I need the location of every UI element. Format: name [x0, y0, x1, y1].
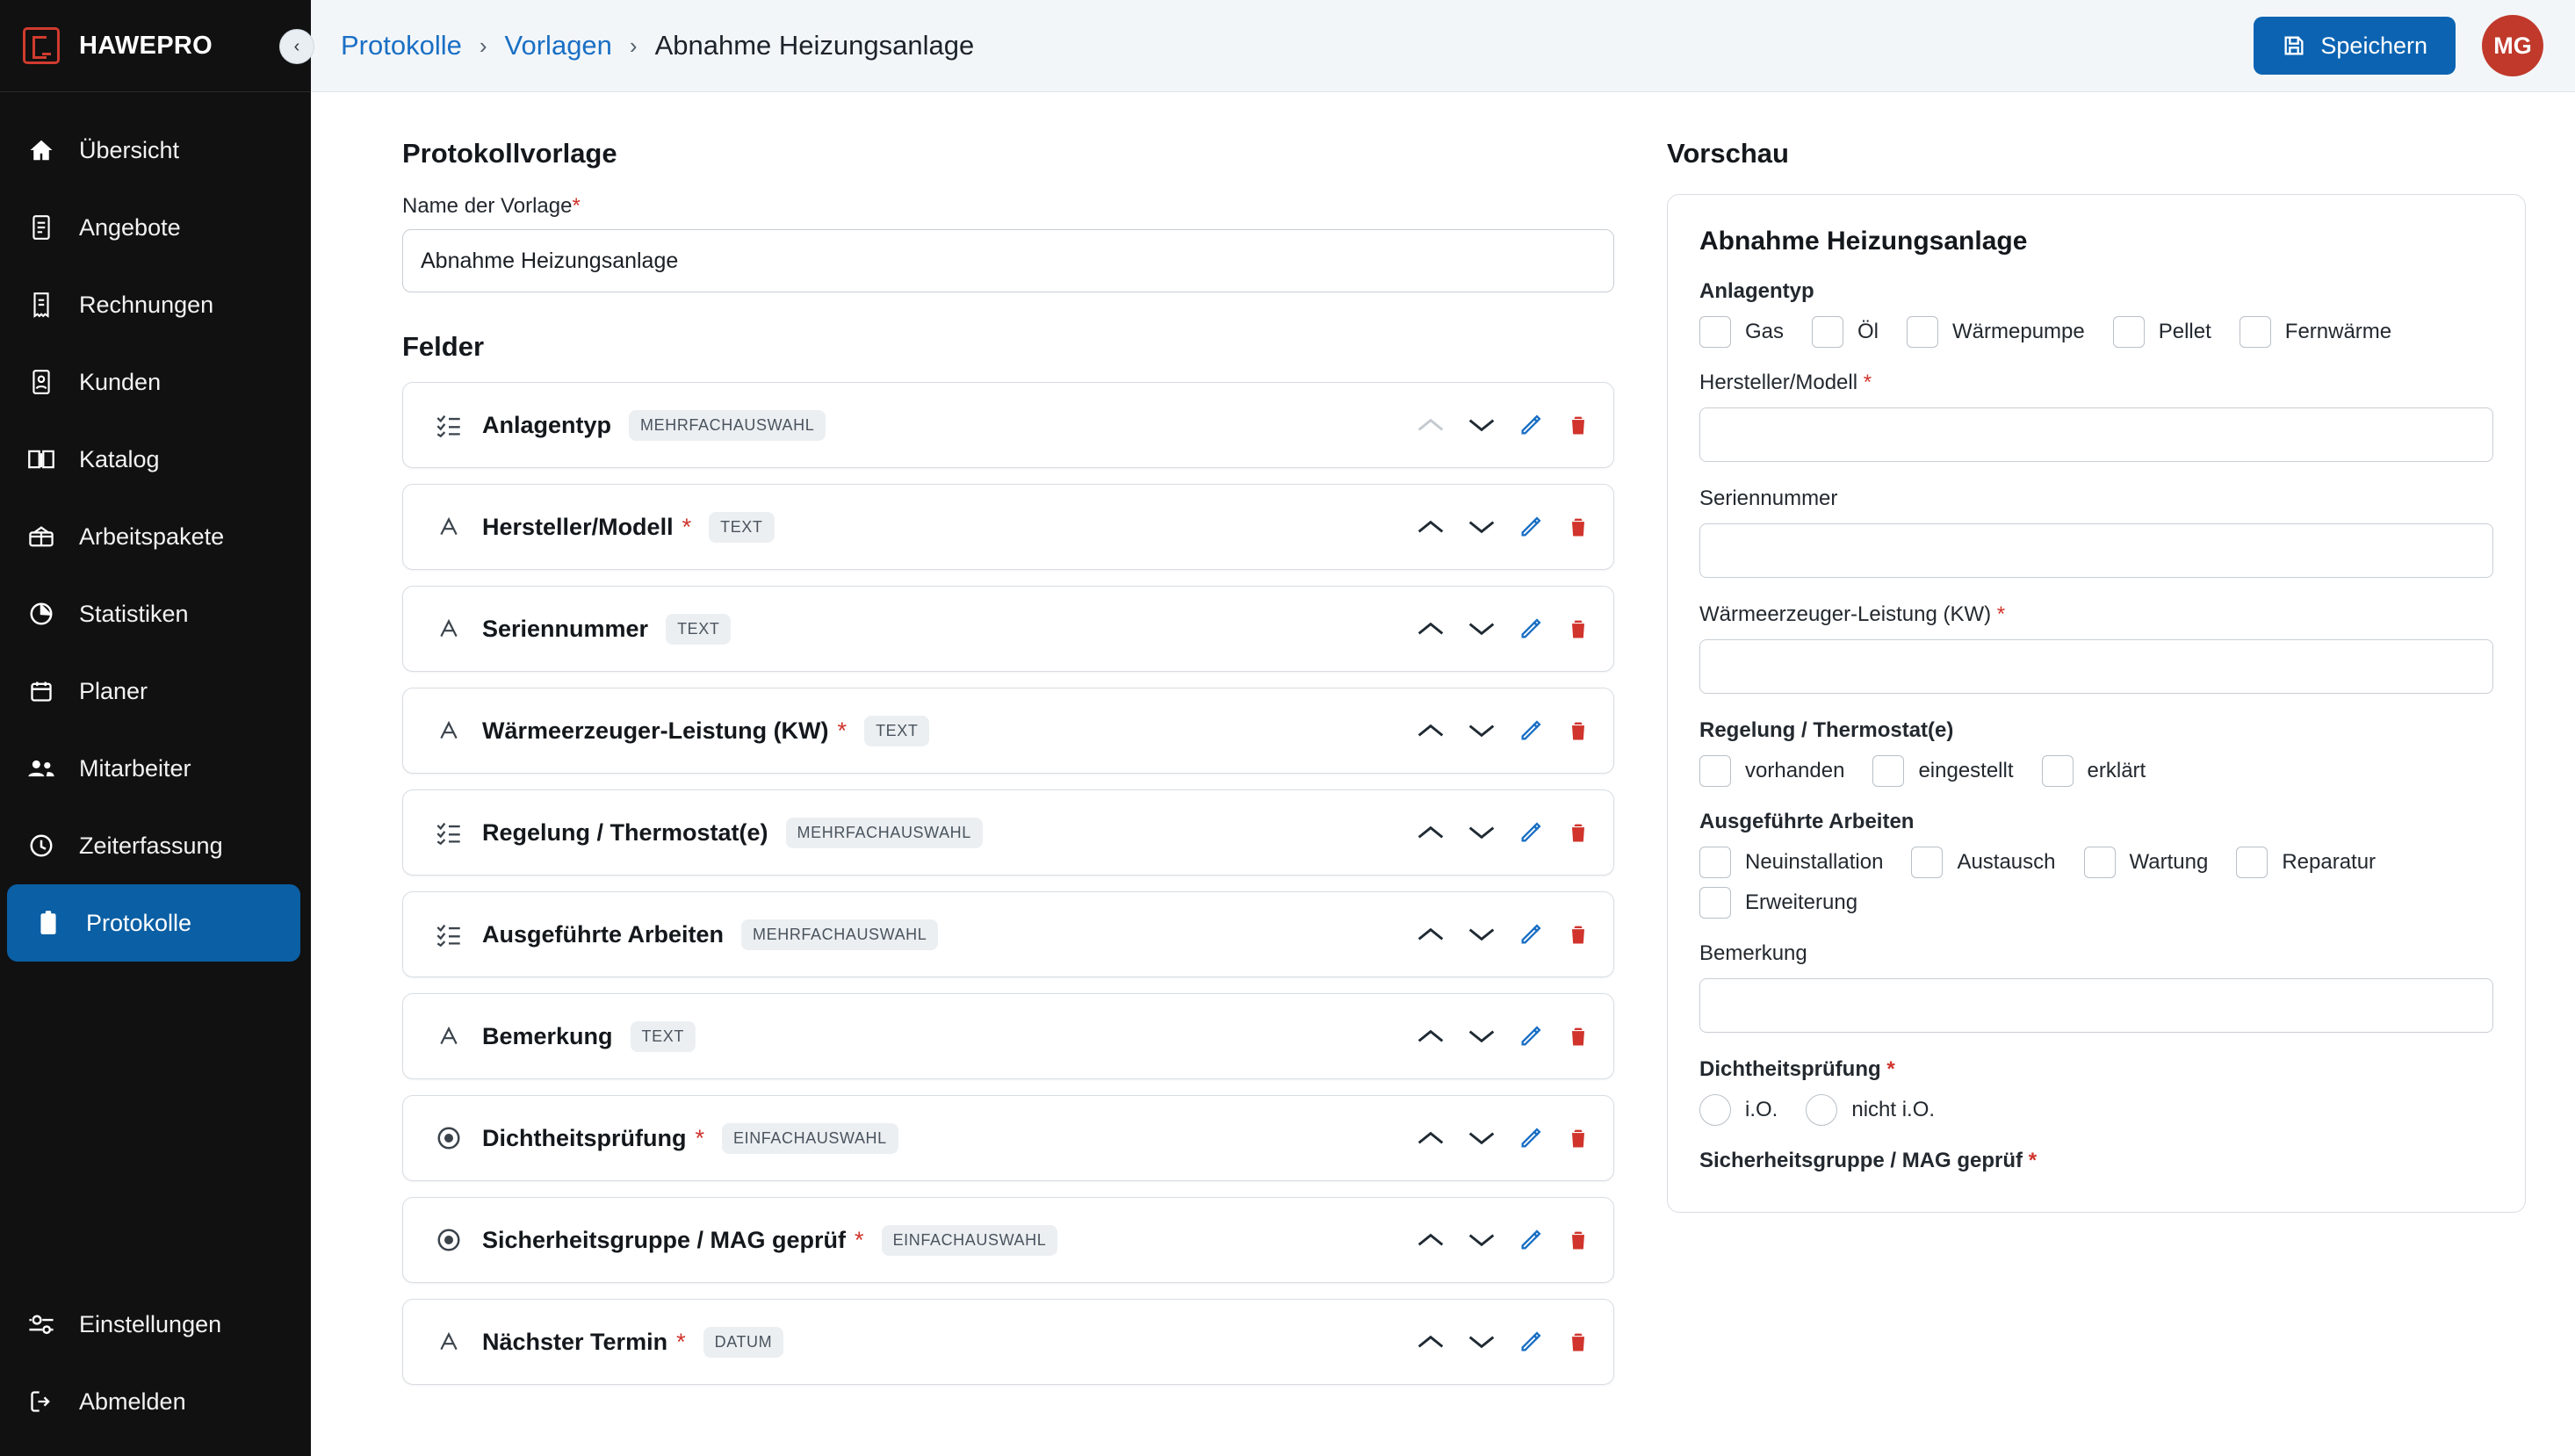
- receipt-icon: [26, 292, 56, 318]
- sidebar-item-protokolle[interactable]: [7, 884, 300, 962]
- sidebar: [0, 0, 311, 1456]
- preview-option[interactable]: [1806, 1094, 1935, 1126]
- field-type-badge: TEXT: [864, 716, 929, 746]
- move-up-button[interactable]: [1417, 416, 1445, 434]
- trash-icon[interactable]: [1566, 515, 1590, 539]
- breadcrumb-item-current: Abnahme Heizungsanlage: [654, 30, 975, 61]
- trash-icon[interactable]: [1566, 413, 1590, 437]
- option-label: nicht i.O.: [1851, 1098, 1936, 1121]
- preview-card: [1667, 194, 2526, 1213]
- pencil-icon[interactable]: [1518, 1024, 1543, 1049]
- required-marker: *: [1996, 602, 2006, 626]
- option-label: Öl: [1857, 320, 1879, 343]
- checkbox-icon[interactable]: [2113, 316, 2145, 348]
- topbar-actions: [2254, 15, 2543, 76]
- move-down-button[interactable]: [1468, 416, 1496, 434]
- preview-label-hersteller: [1699, 371, 2493, 395]
- label-text: Hersteller/Modell: [1699, 371, 1858, 394]
- preview-input-leistung[interactable]: [1699, 639, 2493, 694]
- option-label: Wartung: [2129, 850, 2209, 874]
- table-row[interactable]: [402, 1299, 1614, 1385]
- sidebar-item-label: Einstellungen: [79, 1310, 222, 1337]
- template-name-label: [402, 194, 1614, 219]
- people-icon: [26, 756, 56, 781]
- sidebar-item-katalog[interactable]: [0, 421, 311, 498]
- required-marker: *: [676, 1328, 686, 1355]
- field-name: Bemerkung: [482, 1022, 613, 1049]
- label-text: Wärmeerzeuger-Leistung (KW): [1699, 602, 1992, 626]
- radio-icon[interactable]: [1806, 1094, 1837, 1126]
- field-name: Anlagentyp: [482, 411, 612, 438]
- sidebar-item-planer[interactable]: [0, 652, 311, 730]
- row-actions: [1417, 922, 1590, 947]
- trash-icon[interactable]: [1566, 718, 1590, 743]
- sidebar-item-label: Arbeitspakete: [79, 523, 225, 550]
- preview-card-title: Abnahme Heizungsanlage: [1699, 227, 2028, 256]
- move-up-button[interactable]: [1417, 1333, 1445, 1351]
- preview-label-bemerkung: Bemerkung: [1699, 941, 1807, 965]
- checkbox-icon[interactable]: [1699, 755, 1731, 787]
- checkbox-icon[interactable]: [1699, 887, 1731, 919]
- move-up-button[interactable]: [1417, 824, 1445, 841]
- field-type-badge: TEXT: [666, 614, 731, 645]
- sidebar-item-arbeitspakete[interactable]: [0, 498, 311, 575]
- breadcrumb-item-vorlagen[interactable]: Vorlagen: [504, 30, 612, 61]
- trash-icon[interactable]: [1566, 922, 1590, 947]
- required-marker: *: [837, 717, 848, 744]
- checkbox-icon[interactable]: [1699, 316, 1731, 348]
- checkbox-icon[interactable]: [1911, 847, 1943, 878]
- sidebar-item-label: Angebote: [79, 213, 181, 241]
- template-name-label-text: Name der Vorlage: [402, 194, 573, 218]
- option-label: eingestellt: [1918, 759, 2014, 782]
- move-down-button[interactable]: [1468, 824, 1496, 841]
- breadcrumb-item-protokolle[interactable]: Protokolle: [341, 30, 462, 61]
- preview-label-dichtheit: [1699, 1057, 2493, 1082]
- move-down-button[interactable]: [1468, 1333, 1496, 1351]
- checkbox-icon[interactable]: [2236, 847, 2268, 878]
- row-actions: [1417, 718, 1590, 743]
- field-type-badge: MEHRFACHAUSWAHL: [786, 818, 983, 848]
- sidebar-item-rechnungen[interactable]: [0, 266, 311, 343]
- sidebar-nav: [0, 112, 311, 1286]
- sidebar-item-label: Katalog: [79, 445, 160, 472]
- option-label: Pellet: [2158, 320, 2211, 343]
- checkbox-icon[interactable]: [2240, 316, 2271, 348]
- preview-title: Vorschau: [1667, 138, 1789, 169]
- trash-icon[interactable]: [1566, 1024, 1590, 1049]
- required-marker: *: [695, 1124, 704, 1151]
- brand-name: HAWEPRO: [79, 31, 213, 60]
- preview-input-hersteller[interactable]: [1699, 407, 2493, 462]
- checkbox-icon[interactable]: [1872, 755, 1904, 787]
- preview-label-anlagentyp: Anlagentyp: [1699, 279, 1814, 303]
- field-name: Regelung / Thermostat(e): [482, 818, 768, 846]
- text-field-icon: [431, 1025, 466, 1048]
- single-select-icon: [431, 1125, 466, 1151]
- option-label: Fernwärme: [2284, 320, 2392, 343]
- move-down-button[interactable]: [1468, 1231, 1496, 1249]
- table-row[interactable]: [402, 1197, 1614, 1283]
- move-up-button[interactable]: [1417, 1231, 1445, 1249]
- template-editor: [402, 138, 1614, 1456]
- pencil-icon[interactable]: [1518, 718, 1543, 743]
- preview-option[interactable]: [1911, 847, 2055, 878]
- pencil-icon[interactable]: [1518, 1228, 1543, 1252]
- pencil-icon[interactable]: [1518, 413, 1543, 437]
- preview-option[interactable]: [2240, 316, 2391, 348]
- checkbox-icon[interactable]: [1699, 847, 1731, 878]
- preview-checkbox-group-anlagentyp: [1699, 316, 2493, 348]
- multi-select-icon: [431, 922, 466, 947]
- table-row[interactable]: [402, 993, 1614, 1079]
- required-marker: *: [572, 194, 581, 218]
- content: [311, 92, 2575, 1456]
- trash-icon[interactable]: [1566, 1228, 1590, 1252]
- breadcrumb-separator-icon: ›: [629, 32, 638, 59]
- sidebar-item-angebote[interactable]: [0, 189, 311, 266]
- pencil-icon[interactable]: [1518, 1126, 1543, 1150]
- field-type-badge: EINFACHAUSWAHL: [722, 1123, 898, 1154]
- move-up-button[interactable]: [1417, 926, 1445, 943]
- text-field-icon: [431, 617, 466, 640]
- trash-icon[interactable]: [1566, 1330, 1590, 1354]
- required-marker: *: [2028, 1149, 2038, 1172]
- text-field-icon: [431, 719, 466, 742]
- required-marker: *: [855, 1226, 864, 1253]
- preview-option[interactable]: [2084, 847, 2209, 878]
- save-button[interactable]: [2254, 17, 2456, 75]
- table-row[interactable]: [402, 484, 1614, 570]
- row-actions: [1417, 820, 1590, 845]
- sidebar-item-kunden[interactable]: [0, 343, 311, 421]
- preview-label-arbeiten: Ausgeführte Arbeiten: [1699, 810, 1915, 833]
- move-up-button[interactable]: [1417, 722, 1445, 739]
- preview-option[interactable]: [2042, 755, 2146, 787]
- option-label: vorhanden: [1745, 759, 1845, 782]
- trash-icon[interactable]: [1566, 616, 1590, 641]
- field-name: Wärmeerzeuger-Leistung (KW): [482, 717, 829, 744]
- row-actions: [1417, 413, 1590, 437]
- template-name-input[interactable]: [402, 229, 1614, 292]
- preview-input-bemerkung[interactable]: [1699, 978, 2493, 1033]
- preview-option[interactable]: [1812, 316, 1879, 348]
- option-label: Austausch: [1957, 850, 2056, 874]
- pencil-icon[interactable]: [1518, 922, 1543, 947]
- topbar: [311, 0, 2575, 92]
- field-type-badge: TEXT: [631, 1021, 696, 1052]
- row-actions: [1417, 1330, 1590, 1354]
- brand: [0, 0, 311, 92]
- move-down-button[interactable]: [1468, 1027, 1496, 1045]
- table-row[interactable]: [402, 1095, 1614, 1181]
- option-label: Gas: [1745, 320, 1785, 343]
- table-row[interactable]: [402, 891, 1614, 977]
- pencil-icon[interactable]: [1518, 616, 1543, 641]
- table-row[interactable]: [402, 586, 1614, 672]
- sidebar-item-label: Mitarbeiter: [79, 754, 191, 782]
- sidebar-item-label: Kunden: [79, 368, 162, 395]
- sidebar-item-label: Protokolle: [86, 909, 192, 936]
- sidebar-item-uebersicht[interactable]: [0, 112, 311, 189]
- table-row[interactable]: [402, 382, 1614, 468]
- multi-select-icon: [431, 820, 466, 845]
- table-row[interactable]: [402, 688, 1614, 774]
- text-field-icon: [431, 515, 466, 538]
- pencil-icon[interactable]: [1518, 515, 1543, 539]
- text-field-icon: [431, 1330, 466, 1353]
- trash-icon[interactable]: [1566, 1126, 1590, 1150]
- required-marker: *: [1886, 1057, 1895, 1081]
- preview-option[interactable]: [1699, 1094, 1778, 1126]
- home-icon: [26, 137, 56, 163]
- field-type-badge: MEHRFACHAUSWAHL: [629, 410, 826, 441]
- preview-label-leistung: [1699, 602, 2493, 627]
- move-up-button[interactable]: [1417, 620, 1445, 638]
- preview-option[interactable]: [1699, 755, 1844, 787]
- save-disk-icon: [2282, 33, 2306, 58]
- preview-checkbox-group-regelung: [1699, 755, 2493, 787]
- move-up-button[interactable]: [1417, 1129, 1445, 1147]
- checkbox-icon[interactable]: [2042, 755, 2074, 787]
- move-down-button[interactable]: [1468, 620, 1496, 638]
- field-list: [402, 382, 1614, 1385]
- preview-option[interactable]: [1907, 316, 2085, 348]
- chevron-left-icon: ‹: [293, 36, 300, 56]
- label-text: Dichtheitsprüfung: [1699, 1057, 1881, 1081]
- preview-input-seriennummer[interactable]: [1699, 523, 2493, 578]
- preview-option[interactable]: [2236, 847, 2376, 878]
- field-name: Dichtheitsprüfung: [482, 1124, 687, 1151]
- sidebar-item-einstellungen[interactable]: [0, 1286, 311, 1363]
- preview-option[interactable]: [1699, 316, 1784, 348]
- field-name: Ausgeführte Arbeiten: [482, 920, 725, 948]
- row-actions: [1417, 1228, 1590, 1252]
- preview-radio-group-dichtheit: [1699, 1094, 2493, 1126]
- checkbox-icon[interactable]: [1907, 316, 1938, 348]
- clock-icon: [26, 833, 56, 859]
- move-down-button[interactable]: [1468, 722, 1496, 739]
- package-icon: [26, 524, 56, 549]
- sidebar-collapse-button[interactable]: [279, 29, 314, 64]
- table-row[interactable]: [402, 789, 1614, 876]
- sidebar-item-label: Rechnungen: [79, 291, 214, 318]
- preview-label-regelung: Regelung / Thermostat(e): [1699, 718, 1954, 742]
- logout-icon: [26, 1389, 56, 1414]
- preview-option[interactable]: [1699, 847, 1883, 878]
- move-down-button[interactable]: [1468, 926, 1496, 943]
- sidebar-item-label: Abmelden: [79, 1388, 186, 1415]
- multi-select-icon: [431, 413, 466, 437]
- breadcrumb: [341, 30, 974, 61]
- document-icon: [26, 214, 56, 241]
- field-type-badge: EINFACHAUSWAHL: [882, 1225, 1058, 1256]
- pencil-icon[interactable]: [1518, 1330, 1543, 1354]
- required-marker: *: [1863, 371, 1872, 394]
- option-label: Wärmepumpe: [1952, 320, 2085, 343]
- sidebar-item-label: Zeiterfassung: [79, 832, 223, 859]
- row-actions: [1417, 616, 1590, 641]
- preview-option[interactable]: [1699, 887, 2478, 919]
- save-button-label: Speichern: [2320, 32, 2427, 59]
- preview-label-sicherheitsgruppe: [1699, 1149, 2493, 1173]
- sidebar-item-label: Übersicht: [79, 136, 180, 163]
- page-title: Protokollvorlage: [402, 138, 617, 169]
- move-down-button[interactable]: [1468, 518, 1496, 536]
- option-label: Reparatur: [2282, 850, 2377, 874]
- label-text: Sicherheitsgruppe / MAG geprüf: [1699, 1149, 2023, 1172]
- move-down-button[interactable]: [1468, 1129, 1496, 1147]
- move-up-button[interactable]: [1417, 518, 1445, 536]
- move-up-button[interactable]: [1417, 1027, 1445, 1045]
- preview-checkbox-group-arbeiten: [1699, 847, 2493, 919]
- required-marker: *: [682, 513, 692, 540]
- option-label: i.O.: [1745, 1098, 1778, 1121]
- field-type-badge: TEXT: [709, 512, 774, 543]
- book-icon: [26, 447, 56, 472]
- breadcrumb-separator-icon: ›: [479, 32, 487, 59]
- row-actions: [1417, 515, 1590, 539]
- settings-gear-icon: [26, 1311, 56, 1337]
- sidebar-item-abmelden[interactable]: [0, 1363, 311, 1440]
- sidebar-item-label: Statistiken: [79, 600, 189, 627]
- option-label: Erweiterung: [1745, 890, 1858, 914]
- field-type-badge: MEHRFACHAUSWAHL: [741, 919, 938, 950]
- radio-icon[interactable]: [1699, 1094, 1731, 1126]
- preview-label-seriennummer: Seriennummer: [1699, 487, 1838, 510]
- avatar[interactable]: MG: [2482, 15, 2543, 76]
- preview-option[interactable]: [1872, 755, 2013, 787]
- calendar-icon: [26, 679, 56, 703]
- hawepro-logo-icon: [23, 27, 60, 64]
- preview-panel: [1667, 138, 2526, 1456]
- sidebar-item-mitarbeiter[interactable]: [0, 730, 311, 807]
- field-name: Nächster Termin: [482, 1328, 668, 1355]
- checkbox-icon[interactable]: [1812, 316, 1843, 348]
- single-select-icon: [431, 1227, 466, 1253]
- contact-icon: [26, 369, 56, 395]
- sidebar-item-zeiterfassung[interactable]: [0, 807, 311, 884]
- sidebar-item-statistiken[interactable]: [0, 575, 311, 652]
- field-name: Sicherheitsgruppe / MAG geprüf: [482, 1226, 847, 1253]
- option-label: erklärt: [2087, 759, 2146, 782]
- field-name: Hersteller/Modell: [482, 513, 674, 540]
- field-name: Seriennummer: [482, 615, 649, 642]
- field-type-badge: DATUM: [703, 1327, 784, 1358]
- sidebar-bottom-nav: [0, 1286, 311, 1456]
- row-actions: [1417, 1126, 1590, 1150]
- option-label: Neuinstallation: [1745, 850, 1884, 874]
- row-actions: [1417, 1024, 1590, 1049]
- pencil-icon[interactable]: [1518, 820, 1543, 845]
- preview-option[interactable]: [2113, 316, 2211, 348]
- fields-title: Felder: [402, 331, 485, 362]
- sidebar-item-label: Planer: [79, 677, 148, 704]
- clipboard-icon: [33, 910, 63, 936]
- pie-chart-icon: [26, 601, 56, 627]
- checkbox-icon[interactable]: [2084, 847, 2116, 878]
- main-area: [311, 0, 2575, 1456]
- trash-icon[interactable]: [1566, 820, 1590, 845]
